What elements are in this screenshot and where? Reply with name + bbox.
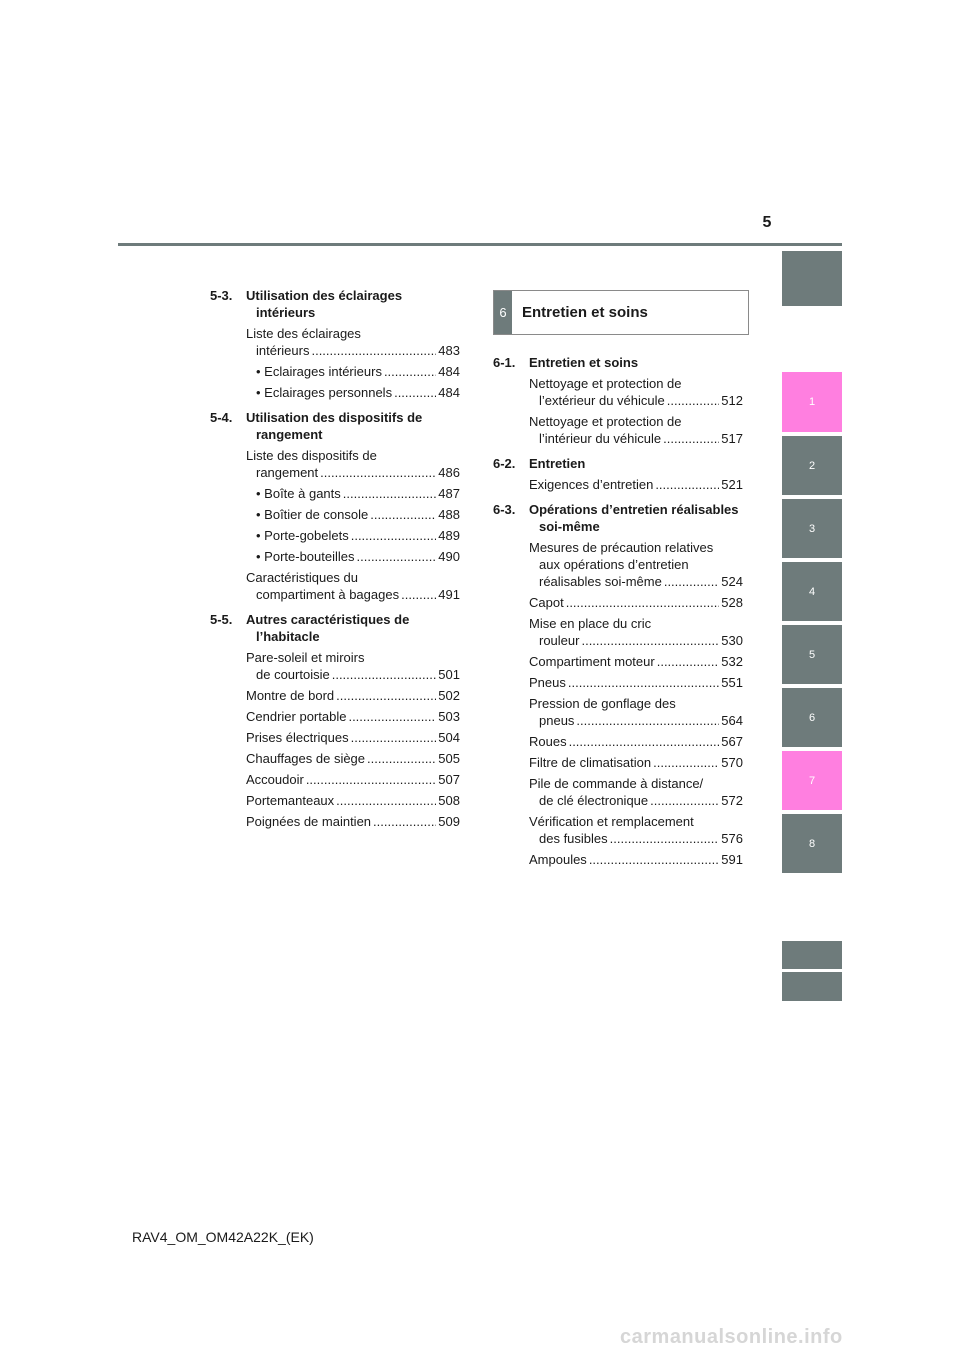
section-title: Entretien et soins	[529, 355, 639, 370]
entry-title: Roues	[529, 734, 567, 749]
section-number: 5-3.	[210, 288, 233, 303]
dot-leader	[332, 666, 437, 683]
section-number: 6-3.	[493, 502, 516, 517]
entry-title: • Eclairages intérieurs	[256, 364, 382, 379]
toc-entry[interactable]	[246, 771, 460, 788]
entry-title-line: intérieurs	[256, 343, 310, 358]
dot-leader	[343, 485, 437, 502]
entry-title-line: l’intérieur du véhicule	[539, 431, 662, 446]
dot-leader	[384, 363, 436, 380]
entry-title-line: compartiment à bagages	[256, 587, 400, 602]
page-ref: 502	[438, 688, 460, 703]
section-heading	[210, 611, 460, 645]
entry-title: Capot	[529, 595, 564, 610]
toc-entry[interactable]	[529, 733, 743, 750]
entry-title: Compartiment moteur	[529, 654, 655, 669]
page-ref: 483	[438, 343, 460, 358]
toc-entry[interactable]	[256, 363, 460, 380]
entry-title: • Boîte à gants	[256, 486, 341, 501]
entry-title-line: Vérification et remplacement	[529, 814, 694, 829]
chapter-tab-4[interactable]: 4	[782, 562, 842, 621]
page-ref: 567	[721, 734, 743, 749]
entry-title-line: rouleur	[539, 633, 580, 648]
section-number: 6-2.	[493, 456, 516, 471]
entry-title: Poignées de maintien	[246, 814, 372, 829]
toc-entry[interactable]	[246, 792, 460, 809]
chapter-tab-3[interactable]: 3	[782, 499, 842, 558]
page-ref: 509	[438, 814, 460, 829]
index-tab[interactable]	[782, 972, 842, 1001]
entry-title: Filtre de climatisation	[529, 755, 652, 770]
page-ref: 490	[438, 549, 460, 564]
page-ref: 517	[721, 431, 743, 446]
entry-title: • Porte-gobelets	[256, 528, 349, 543]
chapter-tab-7[interactable]: 7	[782, 751, 842, 810]
toc-entry[interactable]	[246, 687, 460, 704]
watermark: carmanualsonline.info	[620, 1326, 843, 1348]
dot-leader	[357, 548, 437, 565]
entry-title: • Eclairages personnels	[256, 385, 393, 400]
entry-title: Accoudoir	[246, 772, 304, 787]
dot-leader	[311, 342, 436, 359]
chapter-tab-6[interactable]: 6	[782, 688, 842, 747]
chapter-tab-8[interactable]: 8	[782, 814, 842, 873]
entry-title-line: Pression de gonflage des	[529, 696, 676, 711]
dot-leader	[306, 771, 436, 788]
page-ref: 521	[721, 477, 743, 492]
entry-title-line: Pare-soleil et miroirs	[246, 650, 365, 665]
entry-title-line: pneus	[539, 713, 575, 728]
dot-leader	[401, 586, 436, 603]
section-number: 5-5.	[210, 612, 233, 627]
toc-entry[interactable]	[256, 384, 460, 401]
section-heading	[493, 354, 743, 371]
toc-entry[interactable]	[529, 653, 743, 670]
chapter-number: 6	[494, 291, 512, 334]
page-number: 5	[762, 214, 772, 231]
dot-leader	[589, 851, 719, 868]
toc-entry[interactable]	[256, 485, 460, 502]
document-code: RAV4_OM_OM42A22K_(EK)	[132, 1229, 314, 1245]
page-ref: 501	[438, 667, 460, 682]
toc-entry[interactable]	[529, 754, 743, 771]
toc-entry[interactable]	[246, 447, 460, 481]
section-title: Utilisation des dispositifs de rangement	[246, 410, 423, 442]
page-ref: 576	[721, 831, 743, 846]
chapter-tab-2[interactable]: 2	[782, 436, 842, 495]
dot-leader	[351, 527, 437, 544]
entry-title-line: de clé électronique	[539, 793, 649, 808]
toc-entry[interactable]	[529, 594, 743, 611]
entry-title: Portemanteaux	[246, 793, 335, 808]
toc-entry[interactable]	[529, 476, 743, 493]
dot-leader	[657, 653, 720, 670]
section-title: Utilisation des éclairages intérieurs	[246, 288, 403, 320]
dot-leader	[581, 632, 719, 649]
section-title: Entretien	[529, 456, 586, 471]
entry-title-line: rangement	[256, 465, 319, 480]
entry-title-line: Mesures de précaution relatives	[529, 540, 714, 555]
toc-entry[interactable]	[529, 539, 743, 590]
toc-entry[interactable]	[529, 695, 743, 729]
section-title: Autres caractéristiques de l’habitacle	[246, 612, 410, 644]
toc-entry[interactable]	[256, 506, 460, 523]
page-ref: 528	[721, 595, 743, 610]
section-title: Opérations d’entretien réalisables soi-même	[529, 502, 739, 534]
dot-leader	[664, 573, 719, 590]
dot-leader	[569, 733, 720, 750]
dot-leader	[336, 687, 436, 704]
page-ref: 508	[438, 793, 460, 808]
section-heading	[493, 455, 743, 472]
toc-entry[interactable]	[246, 325, 460, 359]
entry-title: • Porte-bouteilles	[256, 549, 355, 564]
page-ref: 505	[438, 751, 460, 766]
page-ref: 484	[438, 364, 460, 379]
entry-title: Ampoules	[529, 852, 587, 867]
entry-title-line: l’extérieur du véhicule	[539, 393, 665, 408]
entry-title-line: Mise en place du cric	[529, 616, 652, 631]
section-heading	[493, 501, 743, 535]
entry-title-line: réalisables soi-même	[539, 574, 662, 589]
page-ref: 591	[721, 852, 743, 867]
page-ref: 524	[721, 574, 743, 589]
entry-title-line: de courtoisie	[256, 667, 330, 682]
dot-leader	[653, 754, 719, 771]
dot-leader	[320, 464, 436, 481]
page-ref: 486	[438, 465, 460, 480]
page-ref: 488	[438, 507, 460, 522]
index-tab[interactable]	[782, 941, 842, 969]
dot-leader	[663, 430, 719, 447]
dot-leader	[568, 674, 719, 691]
page-ref: 487	[438, 486, 460, 501]
toc-entry[interactable]	[246, 729, 460, 746]
entry-title-line: aux opérations d’entretien	[539, 557, 689, 572]
toc-entry[interactable]	[246, 813, 460, 830]
toc-entry[interactable]	[256, 527, 460, 544]
dot-leader	[367, 750, 436, 767]
entry-title: Chauffages de siège	[246, 751, 366, 766]
entry-title-line: Nettoyage et protection de	[529, 414, 682, 429]
toc-entry[interactable]	[246, 569, 460, 603]
toc-entry[interactable]	[529, 375, 743, 409]
entry-title: Prises électriques	[246, 730, 349, 745]
toc-entry[interactable]	[529, 813, 743, 847]
dot-leader	[610, 830, 720, 847]
page-ref: 491	[438, 587, 460, 602]
page-ref: 530	[721, 633, 743, 648]
dot-leader	[370, 506, 436, 523]
page-ref: 570	[721, 755, 743, 770]
dot-leader	[336, 792, 436, 809]
toc-entry[interactable]	[246, 708, 460, 725]
page-ref: 484	[438, 385, 460, 400]
chapter-tab-1[interactable]: 1	[782, 372, 842, 432]
page-ref: 507	[438, 772, 460, 787]
page-ref: 503	[438, 709, 460, 724]
section-heading	[210, 287, 460, 321]
toc-entry[interactable]	[529, 615, 743, 649]
toc-left-column	[210, 287, 460, 830]
dot-leader	[576, 712, 719, 729]
dot-leader	[667, 392, 720, 409]
toc-entry[interactable]	[246, 750, 460, 767]
toc-entry[interactable]	[529, 413, 743, 447]
entry-title: Montre de bord	[246, 688, 335, 703]
chapter-title: Entretien et soins	[522, 304, 648, 321]
entry-title-line: Liste des dispositifs de	[246, 448, 377, 463]
toc-entry[interactable]	[529, 674, 743, 691]
entry-title: Exigences d’entretien	[529, 477, 654, 492]
toc-entry[interactable]	[529, 851, 743, 868]
entry-title: Pneus	[529, 675, 566, 690]
dot-leader	[566, 594, 720, 611]
page-ref: 532	[721, 654, 743, 669]
section-heading	[210, 409, 460, 443]
dot-leader	[348, 708, 436, 725]
chapter-heading	[493, 290, 749, 335]
entry-title: • Boîtier de console	[256, 507, 369, 522]
page-ref: 572	[721, 793, 743, 808]
page-ref: 551	[721, 675, 743, 690]
entry-title: Cendrier portable	[246, 709, 347, 724]
entry-title-line: des fusibles	[539, 831, 608, 846]
page-ref: 504	[438, 730, 460, 745]
section-number: 6-1.	[493, 355, 516, 370]
section-number: 5-4.	[210, 410, 233, 425]
entry-title-line: Nettoyage et protection de	[529, 376, 682, 391]
page-ref: 489	[438, 528, 460, 543]
dot-leader	[351, 729, 437, 746]
entry-title-line: Pile de commande à distance/	[529, 776, 704, 791]
dot-leader	[650, 792, 719, 809]
chapter-tab-5[interactable]: 5	[782, 625, 842, 684]
page-ref: 564	[721, 713, 743, 728]
dot-leader	[655, 476, 719, 493]
index-tab[interactable]	[782, 251, 842, 306]
entry-title-line: Liste des éclairages	[246, 326, 361, 341]
dot-leader	[373, 813, 436, 830]
header-rule	[118, 243, 842, 246]
toc-entry[interactable]	[256, 548, 460, 565]
dot-leader	[394, 384, 436, 401]
toc-entry[interactable]	[246, 649, 460, 683]
page-ref: 512	[721, 393, 743, 408]
toc-entry[interactable]	[529, 775, 743, 809]
toc-right-column	[493, 354, 743, 868]
entry-title-line: Caractéristiques du	[246, 570, 358, 585]
